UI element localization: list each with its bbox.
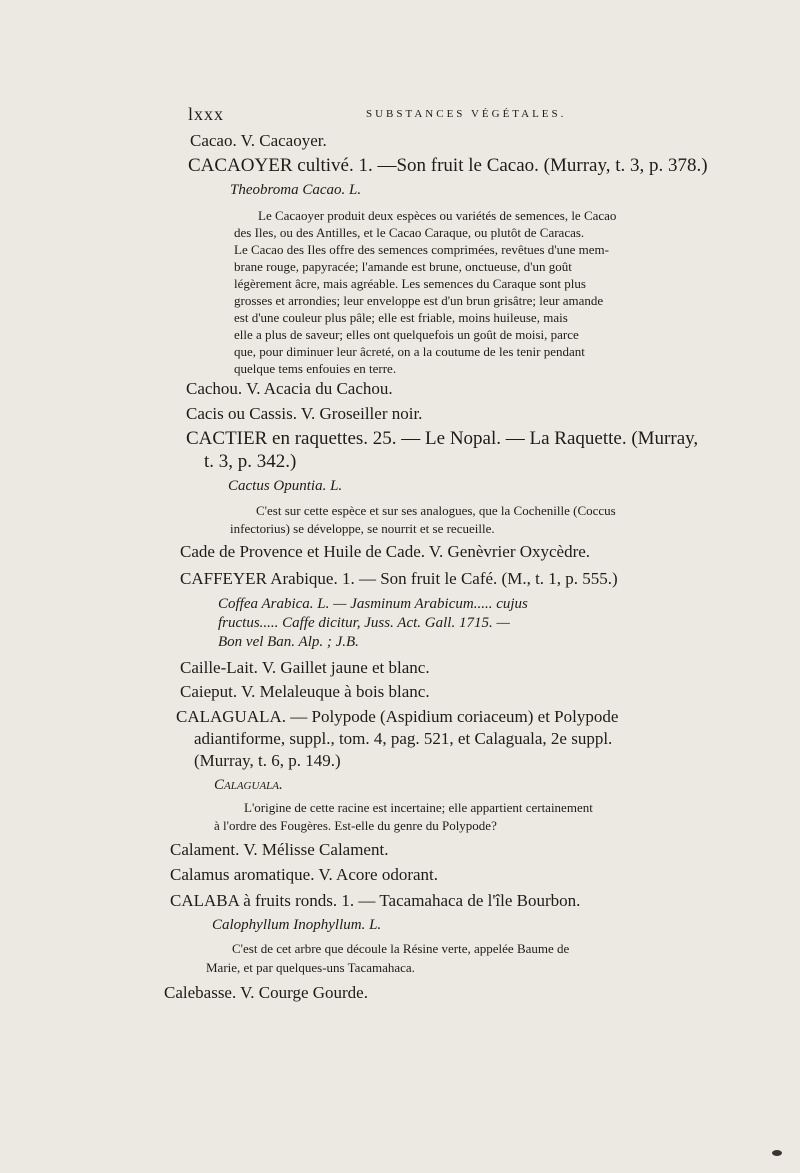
calaba-text-line: Marie, et par quelques-uns Tacamahaca. bbox=[206, 960, 415, 975]
entry-cacao: Cacao. V. Cacaoyer. bbox=[190, 131, 327, 150]
entry-caffeyer-latin: Bon vel Ban. Alp. ; J.B. bbox=[218, 634, 359, 650]
entry-calaguala-heading-cont: adiantiforme, suppl., tom. 4, pag. 521, et Calaguala, 2e suppl. bbox=[194, 729, 613, 748]
cacaoyer-text-line: quelque tems enfouies en terre. bbox=[234, 361, 397, 376]
calaba-text-line: C'est de cet arbre que découle la Résine verte, appelée Baume de bbox=[232, 941, 570, 956]
running-head: SUBSTANCES VÉGÉTALES. bbox=[366, 108, 567, 120]
entry-caille-lait: Caille-Lait. V. Gaillet jaune et blanc. bbox=[180, 658, 430, 677]
entry-cacaoyer-heading: CACAOYER cultivé. 1. —Son fruit le Cacao. (Murray, t. 3, p. 378.) bbox=[188, 155, 708, 176]
page-header bbox=[188, 104, 588, 124]
entry-calaguala-heading-cont: (Murray, t. 6, p. 149.) bbox=[194, 751, 341, 770]
entry-calament: Calament. V. Mélisse Calament. bbox=[170, 840, 389, 859]
entry-calaba-latin: Calophyllum Inophyllum. L. bbox=[212, 917, 382, 933]
entry-caffeyer-latin: fructus..... Caffe dicitur, Juss. Act. Gall. 1715. — bbox=[218, 615, 510, 631]
entry-cade: Cade de Provence et Huile de Cade. V. Genèvrier Oxycèdre. bbox=[180, 542, 591, 561]
entry-calaguala-latin: Calaguala. bbox=[214, 777, 283, 793]
entry-caffeyer-heading: CAFFEYER Arabique. 1. — Son fruit le Café. (M., t. 1, p. 555.) bbox=[180, 569, 618, 588]
cactier-text-line: infectorius) se développe, se nourrit et se recueille. bbox=[230, 521, 495, 536]
calaguala-text-line: L'origine de cette racine est incertaine; elle appartient certainement bbox=[244, 800, 593, 815]
entry-cactier-latin: Cactus Opuntia. L. bbox=[228, 478, 343, 494]
entry-caieput: Caieput. V. Melaleuque à bois blanc. bbox=[180, 682, 430, 701]
entry-calaguala-heading: CALAGUALA. — Polypode (Aspidium coriaceum) et Polypode bbox=[176, 707, 619, 726]
entry-caffeyer-latin: Coffea Arabica. L. — Jasminum Arabicum..... cujus bbox=[218, 596, 528, 612]
calaguala-text-line: à l'ordre des Fougères. Est-elle du genre du Polypode? bbox=[214, 818, 497, 833]
entry-cachou: Cachou. V. Acacia du Cachou. bbox=[186, 379, 393, 398]
cacaoyer-text-line: elle a plus de saveur; elles ont quelquefois un goût de moisi, parce bbox=[234, 327, 579, 342]
cacaoyer-text-line: légèrement âcre, mais agréable. Les semences du Caraque sont plus bbox=[234, 276, 586, 291]
entry-cacaoyer-latin: Theobroma Cacao. L. bbox=[230, 182, 362, 198]
entry-cacis: Cacis ou Cassis. V. Groseiller noir. bbox=[186, 404, 423, 423]
page-corner-mark bbox=[772, 1150, 782, 1156]
cacaoyer-text-line: Le Cacaoyer produit deux espèces ou variétés de semences, le Cacao bbox=[258, 208, 617, 223]
cacaoyer-text-line: brane rouge, papyracée; l'amande est brune, onctueuse, d'un goût bbox=[234, 259, 572, 274]
entry-calaba-heading: CALABA à fruits ronds. 1. — Tacamahaca de l'île Bourbon. bbox=[170, 891, 581, 910]
cacaoyer-text-line: des Iles, ou des Antilles, et le Cacao Caraque, ou plutôt de Caracas. bbox=[234, 225, 585, 240]
entry-cactier-heading: CACTIER en raquettes. 25. — Le Nopal. — La Raquette. (Murray, bbox=[186, 428, 699, 449]
entry-cactier-heading-cont: t. 3, p. 342.) bbox=[204, 451, 297, 472]
entry-calebasse: Calebasse. V. Courge Gourde. bbox=[164, 983, 368, 1002]
cacaoyer-text-line: est d'une couleur plus pâle; elle est friable, moins huileuse, mais bbox=[234, 310, 568, 325]
cactier-text-line: C'est sur cette espèce et sur ses analogues, que la Cochenille (Coccus bbox=[256, 503, 616, 518]
page-number: lxxx bbox=[188, 104, 225, 124]
cacaoyer-text-line: que, pour diminuer leur âcreté, on a la coutume de les tenir pendant bbox=[234, 344, 585, 359]
cacaoyer-text-line: Le Cacao des Iles offre des semences comprimées, revêtues d'une mem- bbox=[234, 242, 609, 257]
entry-calamus: Calamus aromatique. V. Acore odorant. bbox=[170, 865, 439, 884]
cacaoyer-text-line: grosses et arrondies; leur enveloppe est d'un brun grisâtre; leur amande bbox=[234, 293, 604, 308]
